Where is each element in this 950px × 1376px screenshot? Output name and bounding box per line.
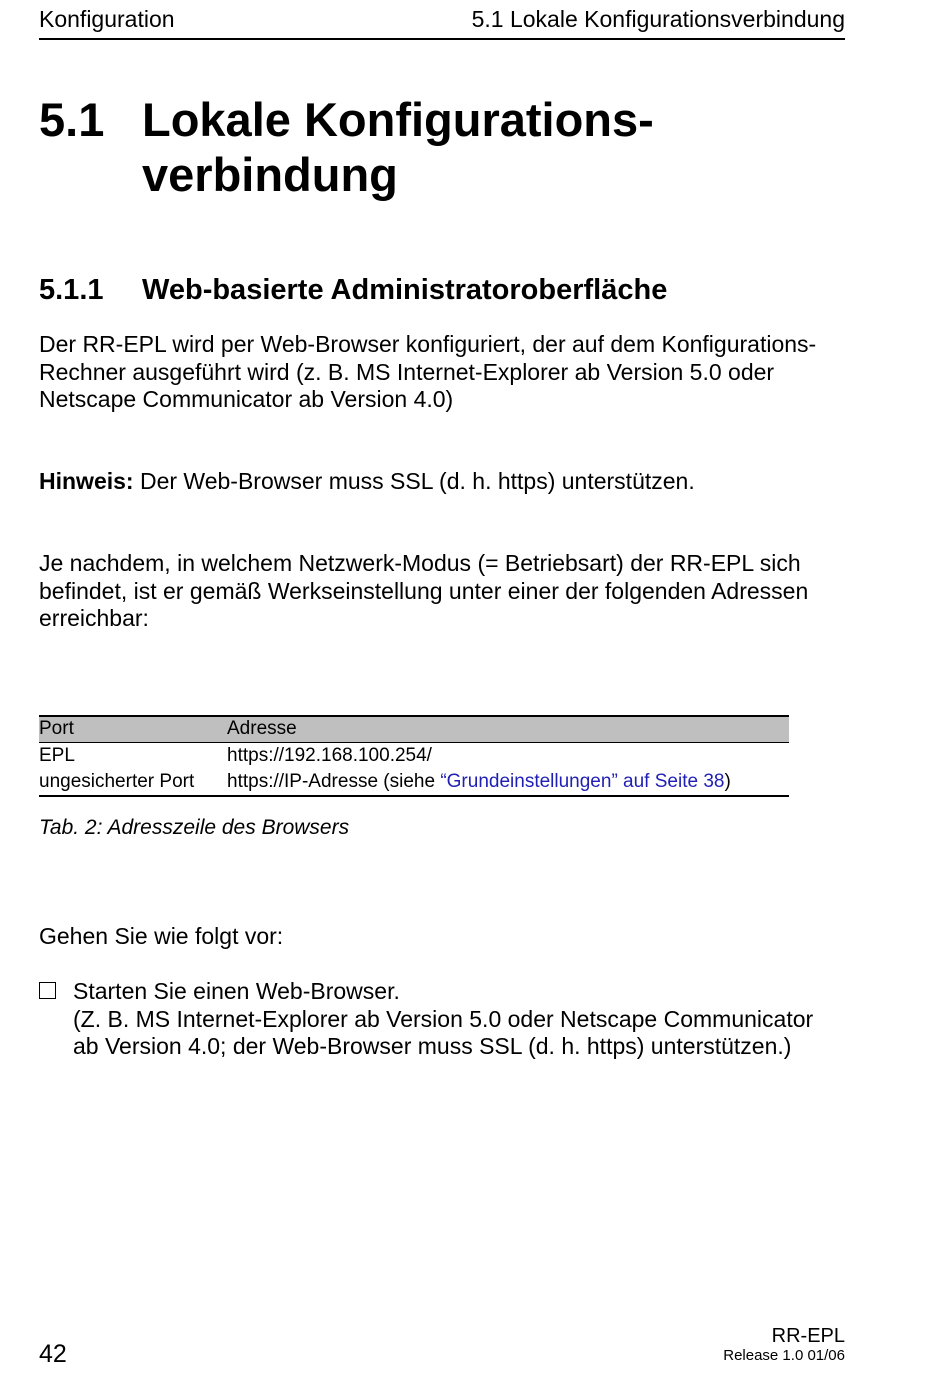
page-number: 42 bbox=[39, 1340, 67, 1368]
mode-line: Je nachdem, in welchem Netzwerk-Modus (= Betriebsart) der RR-EPL sich bbox=[39, 550, 801, 576]
mode-line: erreichbar: bbox=[39, 605, 149, 631]
section-title-line2: verbindung bbox=[142, 148, 398, 201]
table-row bbox=[39, 769, 789, 796]
footer-product: RR-EPL bbox=[771, 1325, 845, 1347]
address-cell: https://192.168.100.254/ bbox=[227, 744, 432, 766]
address-cell bbox=[227, 769, 789, 796]
table-row bbox=[39, 743, 789, 770]
address-prefix: https://IP-Adresse (siehe bbox=[227, 770, 441, 792]
step-line: Starten Sie einen Web-Browser. bbox=[73, 978, 400, 1004]
section-number: 5.1 bbox=[39, 93, 105, 146]
note-paragraph bbox=[39, 468, 851, 496]
cross-reference-link[interactable]: “Grundeinstellungen” auf Seite 38 bbox=[440, 770, 725, 792]
intro-line: Netscape Communicator ab Version 4.0) bbox=[39, 386, 454, 412]
step-line: (Z. B. MS Internet-Explorer ab Version 5.0 oder Netscape Communicator bbox=[73, 1005, 814, 1032]
section-title bbox=[142, 92, 782, 202]
running-head-chapter: Konfiguration bbox=[39, 6, 175, 32]
column-header-address: Adresse bbox=[227, 716, 789, 743]
subsection-title: Web-basierte Administratoroberfläche bbox=[142, 274, 668, 306]
table-header-row bbox=[39, 716, 789, 743]
port-cell: EPL bbox=[39, 744, 75, 766]
procedure-intro: Gehen Sie wie folgt vor: bbox=[39, 923, 284, 949]
subsection-number: 5.1.1 bbox=[39, 274, 104, 306]
header-rule bbox=[39, 38, 845, 40]
mode-line: befindet, ist er gemäß Werkseinstellung unter einer der folgenden Adressen bbox=[39, 577, 809, 604]
column-header-port: Port bbox=[39, 716, 227, 743]
table-caption: Tab. 2: Adresszeile des Browsers bbox=[39, 816, 350, 839]
subsection-heading bbox=[39, 274, 668, 307]
port-cell: ungesicherter Port bbox=[39, 769, 227, 796]
mode-paragraph bbox=[39, 550, 851, 633]
note-label: Hinweis: bbox=[39, 468, 134, 494]
address-suffix: ) bbox=[724, 770, 731, 792]
intro-paragraph bbox=[39, 331, 851, 414]
section-title-line1: Lokale Konfigurations- bbox=[142, 93, 654, 146]
address-table bbox=[39, 715, 789, 797]
note-text: Der Web-Browser muss SSL (d. h. https) unterstützen. bbox=[133, 468, 695, 494]
step-text bbox=[73, 978, 873, 1061]
intro-line: Rechner ausgeführt wird (z. B. MS Internet-Explorer ab Version 5.0 oder bbox=[39, 358, 775, 385]
running-head-section: 5.1 Lokale Konfigurationsverbindung bbox=[471, 6, 845, 32]
intro-line: Der RR-EPL wird per Web-Browser konfiguriert, der auf dem Konfigurations- bbox=[39, 331, 817, 357]
footer-release: Release 1.0 01/06 bbox=[723, 1347, 845, 1364]
checkbox-icon bbox=[39, 982, 56, 999]
step-line: ab Version 4.0; der Web-Browser muss SSL (d. h. https) unterstützen.) bbox=[73, 1033, 792, 1059]
